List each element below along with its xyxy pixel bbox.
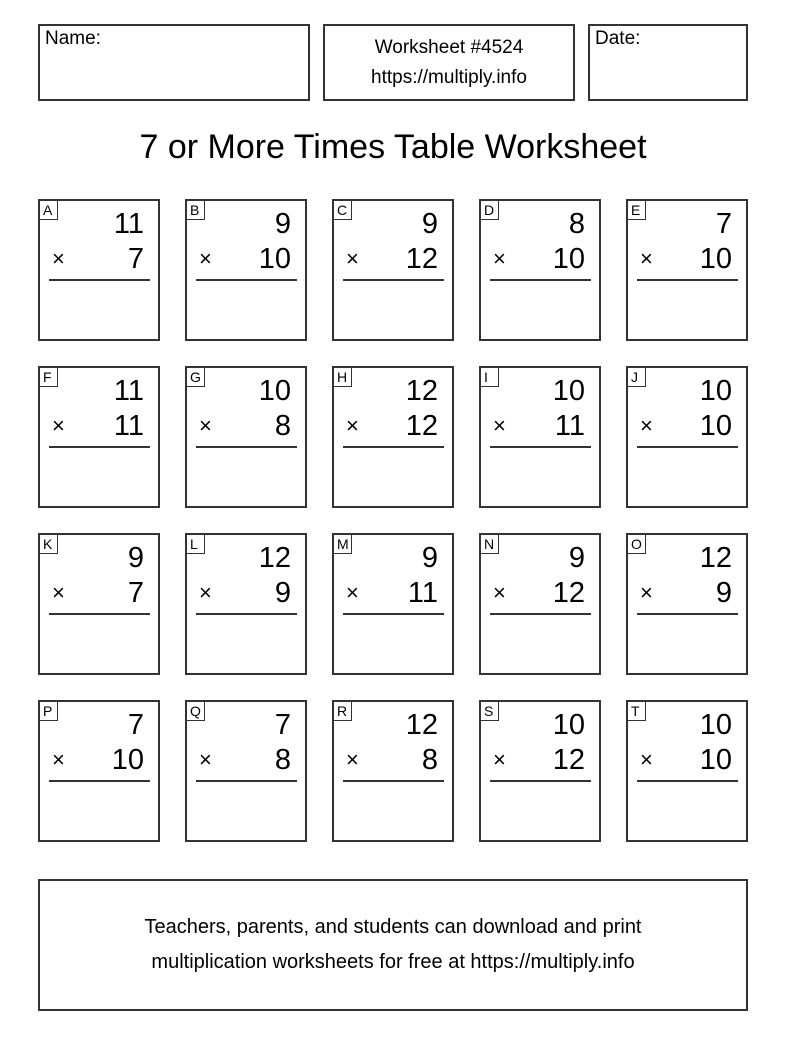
multiplicand: 8 [568, 208, 585, 240]
problem-card[interactable] [185, 199, 307, 341]
times-icon: × [640, 580, 653, 605]
multiplier: 11 [407, 577, 438, 609]
worksheet-url: https://multiply.info [371, 66, 527, 88]
problem-card[interactable] [185, 366, 307, 508]
answer-rule [49, 780, 150, 782]
problem-letter: H [333, 367, 352, 387]
multiplier: 7 [127, 243, 144, 275]
times-icon: × [52, 413, 65, 438]
times-icon: × [493, 580, 506, 605]
problem-card[interactable] [626, 366, 748, 508]
multiplicand: 10 [699, 375, 732, 407]
multiplier: 9 [715, 577, 732, 609]
problem-letter: B [186, 200, 205, 220]
problem-letter: A [39, 200, 58, 220]
multiplier: 12 [552, 577, 585, 609]
problem-letter: R [333, 701, 352, 721]
times-icon: × [640, 747, 653, 772]
multiplier: 10 [258, 243, 291, 275]
problem-card[interactable] [332, 366, 454, 508]
answer-rule [343, 279, 444, 281]
problem-card[interactable] [479, 199, 601, 341]
problem-letter: P [39, 701, 58, 721]
times-icon: × [493, 413, 506, 438]
multiplicand: 7 [715, 208, 732, 240]
times-icon: × [493, 246, 506, 271]
multiplier: 12 [405, 410, 438, 442]
multiplicand: 7 [274, 709, 291, 741]
problem-letter: N [480, 534, 499, 554]
problem-card[interactable] [626, 199, 748, 341]
problem-card[interactable] [185, 700, 307, 842]
problem-card[interactable] [38, 366, 160, 508]
answer-rule [490, 613, 591, 615]
footer-line-2: multiplication worksheets for free at https://multiply.info [151, 951, 635, 973]
problem-letter: I [480, 367, 499, 387]
problem-letter: K [39, 534, 58, 554]
problem-letter: Q [186, 701, 205, 721]
answer-rule [49, 446, 150, 448]
multiplicand: 9 [421, 542, 438, 574]
multiplicand: 9 [127, 542, 144, 574]
problem-card[interactable] [332, 199, 454, 341]
multiplicand: 10 [258, 375, 291, 407]
multiplier: 7 [127, 577, 144, 609]
answer-rule [49, 613, 150, 615]
multiplier: 11 [113, 410, 144, 442]
multiplicand: 9 [421, 208, 438, 240]
problem-card[interactable] [332, 533, 454, 675]
multiplier: 10 [552, 243, 585, 275]
problem-card[interactable] [38, 533, 160, 675]
times-icon: × [346, 246, 359, 271]
problem-card[interactable] [185, 533, 307, 675]
answer-rule [343, 780, 444, 782]
multiplicand: 12 [258, 542, 291, 574]
times-icon: × [52, 580, 65, 605]
multiplier: 8 [274, 744, 291, 776]
problem-card[interactable] [479, 700, 601, 842]
times-icon: × [640, 413, 653, 438]
answer-rule [637, 780, 738, 782]
name-label: Name: [45, 28, 101, 49]
answer-rule [196, 446, 297, 448]
answer-rule [196, 279, 297, 281]
problem-card[interactable] [626, 700, 748, 842]
date-label: Date: [595, 28, 641, 49]
problem-card[interactable] [38, 199, 160, 341]
times-icon: × [493, 747, 506, 772]
answer-rule [196, 613, 297, 615]
problem-card[interactable] [332, 700, 454, 842]
multiplier: 10 [699, 243, 732, 275]
times-icon: × [346, 580, 359, 605]
answer-rule [49, 279, 150, 281]
problem-letter: D [480, 200, 499, 220]
problem-letter: L [186, 534, 205, 554]
page-title: 7 or More Times Table Worksheet [139, 128, 647, 166]
answer-rule [490, 279, 591, 281]
multiplier: 10 [111, 744, 144, 776]
problem-card[interactable] [626, 533, 748, 675]
multiplier: 9 [274, 577, 291, 609]
multiplier: 8 [421, 744, 438, 776]
multiplier: 11 [554, 410, 585, 442]
multiplicand: 12 [405, 709, 438, 741]
multiplicand: 9 [568, 542, 585, 574]
problem-letter: G [186, 367, 205, 387]
answer-rule [196, 780, 297, 782]
problem-letter: M [333, 534, 352, 554]
problem-letter: F [39, 367, 58, 387]
multiplicand: 11 [113, 375, 144, 407]
times-icon: × [346, 413, 359, 438]
times-icon: × [199, 413, 212, 438]
footer-line-1: Teachers, parents, and students can download and print [144, 916, 642, 938]
answer-rule [637, 446, 738, 448]
times-icon: × [199, 747, 212, 772]
problem-letter: E [627, 200, 646, 220]
problem-card[interactable] [479, 366, 601, 508]
multiplicand: 9 [274, 208, 291, 240]
multiplier: 12 [405, 243, 438, 275]
multiplicand: 7 [127, 709, 144, 741]
multiplier: 12 [552, 744, 585, 776]
problem-letter: J [627, 367, 646, 387]
answer-rule [490, 780, 591, 782]
problem-letter: O [627, 534, 646, 554]
times-icon: × [52, 747, 65, 772]
problem-card[interactable] [38, 700, 160, 842]
multiplicand: 10 [552, 709, 585, 741]
name-field[interactable] [38, 24, 310, 101]
worksheet-info-box [323, 24, 575, 101]
multiplicand: 10 [699, 709, 732, 741]
multiplier: 8 [274, 410, 291, 442]
multiplicand: 10 [552, 375, 585, 407]
answer-rule [490, 446, 591, 448]
answer-rule [343, 446, 444, 448]
multiplier: 10 [699, 744, 732, 776]
date-field[interactable] [588, 24, 748, 101]
times-icon: × [640, 246, 653, 271]
multiplicand: 12 [405, 375, 438, 407]
worksheet-number: Worksheet #4524 [374, 36, 524, 58]
times-icon: × [199, 580, 212, 605]
answer-rule [637, 279, 738, 281]
multiplicand: 12 [699, 542, 732, 574]
multiplier: 10 [699, 410, 732, 442]
answer-rule [343, 613, 444, 615]
times-icon: × [199, 246, 212, 271]
problem-letter: T [627, 701, 646, 721]
times-icon: × [52, 246, 65, 271]
multiplicand: 11 [113, 208, 144, 240]
answer-rule [637, 613, 738, 615]
problem-letter: S [480, 701, 499, 721]
problem-letter: C [333, 200, 352, 220]
footer-note [38, 879, 748, 1011]
problem-card[interactable] [479, 533, 601, 675]
times-icon: × [346, 747, 359, 772]
